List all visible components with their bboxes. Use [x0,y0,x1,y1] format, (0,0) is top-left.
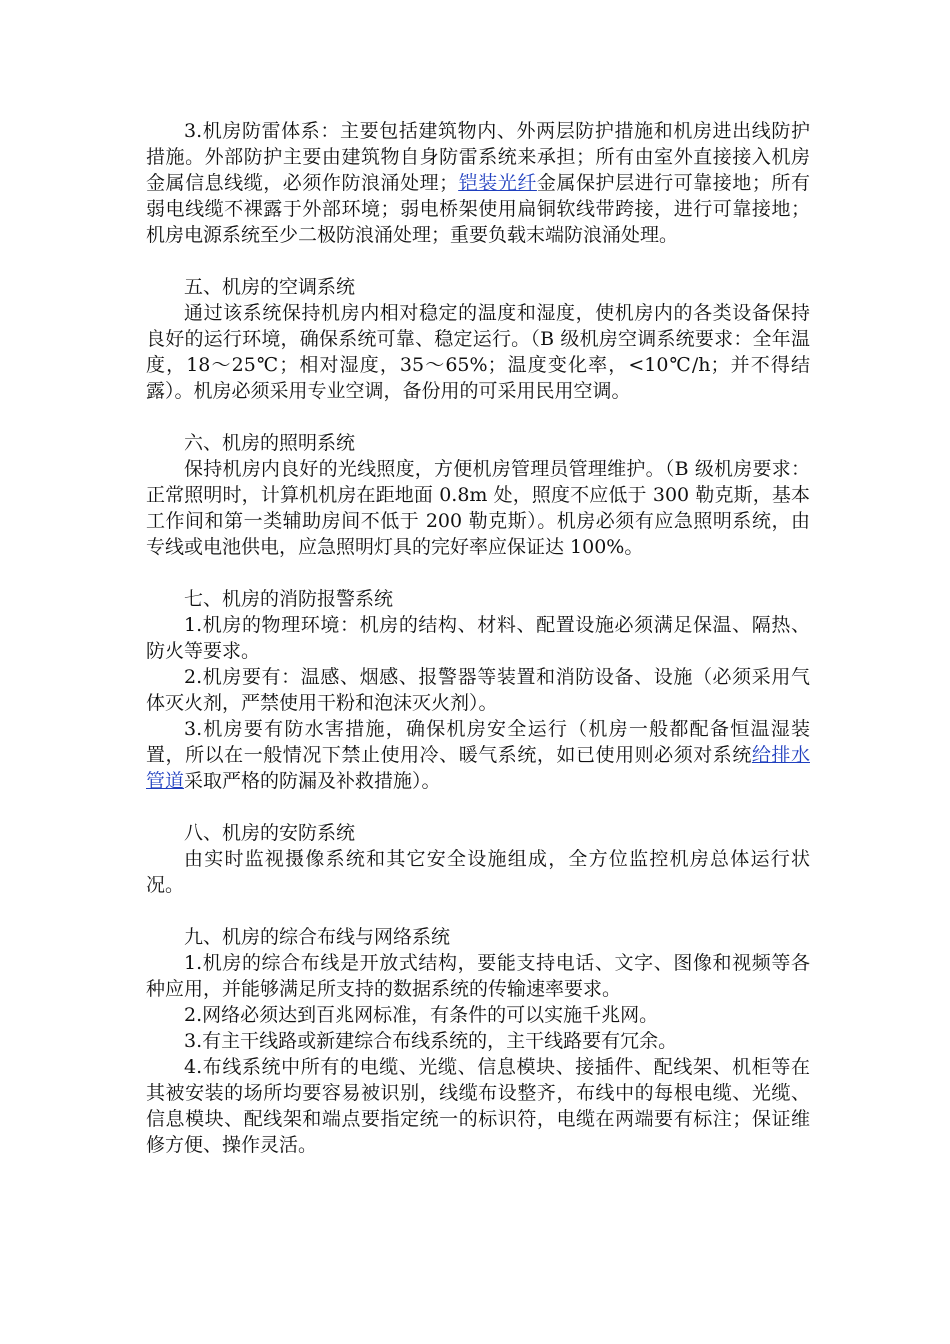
spacer [146,560,810,586]
spacer [146,898,810,924]
cabling-item-1: 1.机房的综合布线是开放式结构，要能支持电话、文字、图像和视频等各种应用，并能够满足所支持的数据系统的传输速率要求。 [146,952,810,1000]
security-paragraph: 由实时监视摄像系统和其它安全设施组成，全方位监控机房总体运行状况。 [146,848,810,896]
fire-item-3: 3.机房要有防水害措施，确保机房安全运行（机房一般都配备恒温湿装置，所以在一般情况下禁止使用冷、暖气系统，如已使用则必须对系统给排水管道采取严格的防漏及补救措施）。 [146,718,810,792]
fire-item-1: 1.机房的物理环境：机房的结构、材料、配置设施必须满足保温、隔热、防火等要求。 [146,614,810,662]
cabling-item-2: 2.网络必须达到百兆网标准，有条件的可以实施千兆网。 [184,1004,659,1026]
aircon-heading: 五、机房的空调系统 [184,276,356,298]
fire-alarm-heading: 七、机房的消防报警系统 [184,588,394,610]
security-heading: 八、机房的安防系统 [184,822,356,844]
aircon-paragraph: 通过该系统保持机房内相对稳定的温度和湿度，使机房内的各类设备保持良好的运行环境，确保系统可靠、稳定运行。（B 级机房空调系统要求：全年温度，18～25℃；相对湿度，35～65%；温度变化率，<10℃/h；并不得结露）。机房必须采用专业空调，备份用的可采用民用空调。 [146,302,810,402]
lighting-paragraph: 保持机房内良好的光线照度，方便机房管理员管理维护。（B 级机房要求：正常照明时，计算机机房在距地面 0.8m 处，照度不应低于 300 勒克斯，基本工作间和第一类辅助房间不低于 200 勒克斯）。机房必须有应急照明系统，由专线或电池供电，应急照明灯具的完好率应保证达 100%。 [146,458,810,558]
cabling-item-4: 4.布线系统中所有的电缆、光缆、信息模块、接插件、配线架、机柜等在其被安装的场所均要容易被识别，线缆布设整齐，布线中的每根电缆、光缆、信息模块、配线架和端点要指定统一的标识符，电缆在两端要有标注；保证维修方便、操作灵活。 [146,1056,810,1156]
armored-fiber-link[interactable]: 铠装光纤 [458,172,537,194]
cabling-item-3: 3.有主干线路或新建综合布线系统的，主干线路要有冗余。 [184,1030,678,1052]
water-pipe-link[interactable]: 给排水管道 [146,744,810,792]
spacer [146,794,810,820]
spacer [146,404,810,430]
fire-item-2: 2.机房要有：温感、烟感、报警器等装置和消防设备、设施（必须采用气体灭火剂，严禁使用干粉和泡沫灭火剂）。 [146,666,810,714]
spacer [146,248,810,274]
document-body [146,118,810,1158]
lighting-heading: 六、机房的照明系统 [184,432,356,454]
lightning-protection-paragraph: 3.机房防雷体系：主要包括建筑物内、外两层防护措施和机房进出线防护措施。外部防护主要由建筑物自身防雷系统来承担；所有由室外直接接入机房金属信息线缆，必须作防浪涌处理；铠装光纤金属保护层进行可靠接地；所有弱电线缆不裸露于外部环境；弱电桥架使用扁铜软线带跨接，进行可靠接地；机房电源系统至少二极防浪涌处理；重要负载末端防浪涌处理。 [146,120,810,246]
cabling-heading: 九、机房的综合布线与网络系统 [184,926,451,948]
